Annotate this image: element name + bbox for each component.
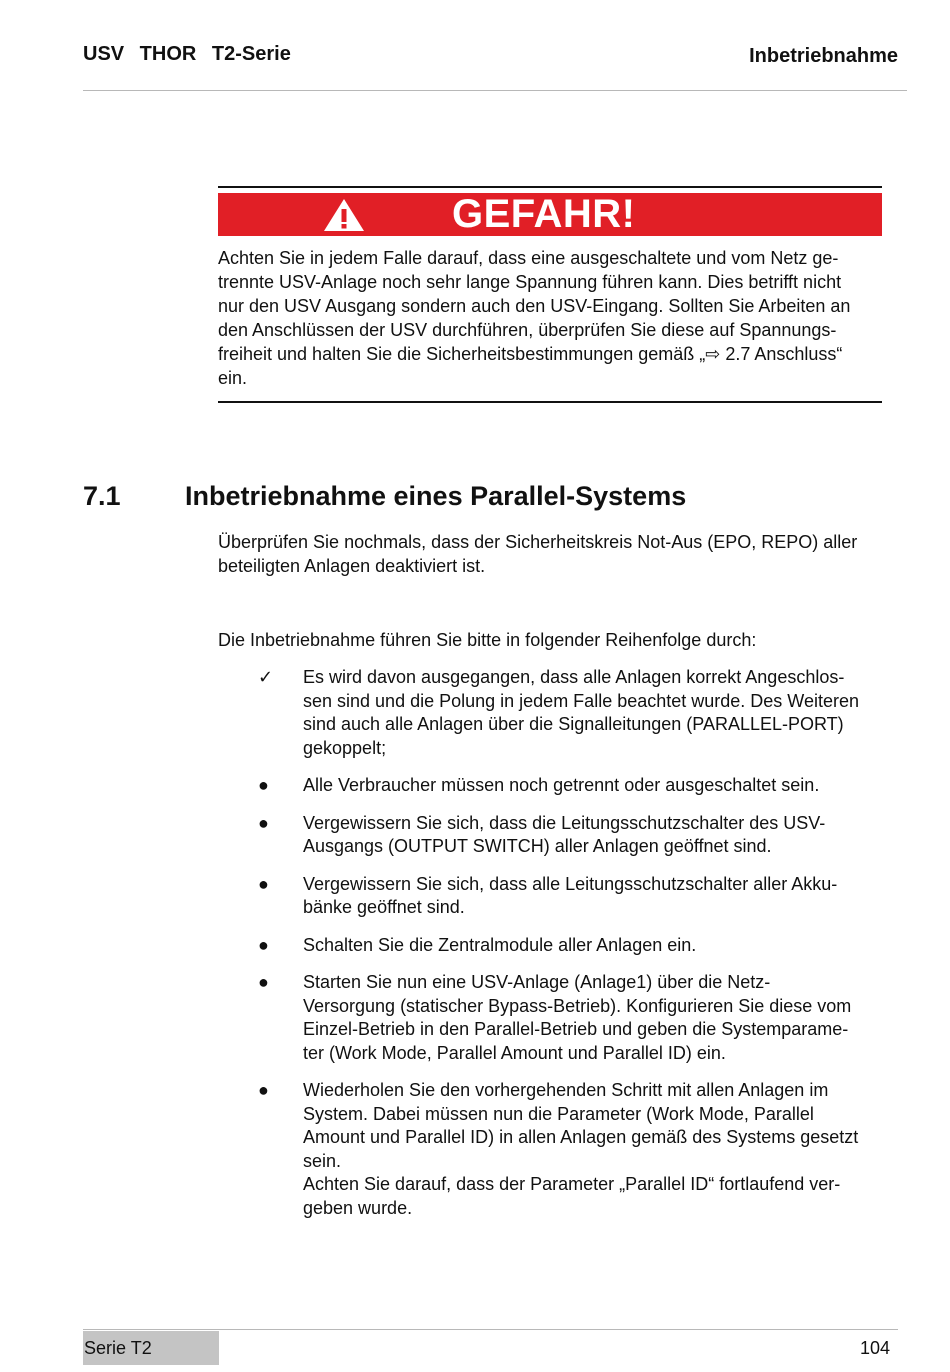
list-item-line: sen sind und die Polung in jedem Falle beachtet wurde. Des Weiteren [303, 690, 859, 711]
list-item-line: Vergewissern Sie sich, dass die Leitungsschutzschalter des USV- [303, 812, 826, 833]
warning-top-rule [218, 186, 882, 188]
warning-bottom-rule [218, 401, 882, 403]
list-item-line: gekoppelt; [303, 737, 387, 758]
footer-series-label: Serie T2 [83, 1331, 219, 1365]
bullet-icon: ● [258, 775, 269, 795]
warning-text-line: freiheit und halten Sie die Sicherheitsbestimmungen gemäß „⇨ 2.7 Anschluss“ [218, 344, 843, 364]
intro-line: beteiligten Anlagen deaktiviert ist. [218, 556, 486, 576]
list-item-line: Ausgangs (OUTPUT SWITCH) aller Anlagen geöffnet sind. [303, 836, 772, 856]
list-item [218, 934, 898, 958]
list-item-line: geben wurde. [303, 1197, 413, 1218]
footer-page-number: 104 [859, 1338, 890, 1358]
warning-text-line: trennte USV-Anlage noch sehr lange Spannung führen kann. Dies betrifft nicht [218, 272, 842, 292]
list-item-line: bänke geöffnet sind. [303, 897, 465, 917]
list-item-line: Einzel-Betrieb in den Parallel-Betrieb und geben die Systemparame- [303, 1019, 849, 1039]
list-item [218, 774, 898, 798]
list-item-line: ter (Work Mode, Parallel Amount und Parallel ID) ein. [303, 1042, 726, 1063]
list-item [218, 873, 898, 920]
bullet-icon: ● [258, 972, 269, 992]
bullet-icon: ● [258, 1080, 269, 1100]
warning-text-line: nur den USV Ausgang sondern auch den USV-Eingang. Sollten Sie Arbeiten an [218, 296, 851, 316]
warning-text-line: ein. [218, 368, 248, 388]
warning-text-line: Achten Sie in jedem Falle darauf, dass eine ausgeschaltete und vom Netz ge- [218, 248, 839, 268]
list-item-line: Wiederholen Sie den vorhergehenden Schritt mit allen Anlagen im [303, 1080, 829, 1100]
warning-triangle-icon [322, 197, 366, 233]
lead-line: Die Inbetriebnahme führen Sie bitte in folgender Reihenfolge durch: [218, 630, 757, 650]
section-intro [218, 530, 898, 578]
list-item-line: Amount und Parallel ID) in allen Anlagen gemäß des Systems gesetzt [303, 1127, 859, 1147]
bullet-icon: ● [258, 934, 269, 955]
list-item [218, 1079, 898, 1220]
warning-text-line: den Anschlüssen der USV durchführen, überprüfen Sie diese auf Spannungs- [218, 320, 837, 340]
procedure-list [218, 666, 898, 1234]
warning-text [218, 246, 893, 390]
section-title: Inbetriebnahme eines Parallel-Systems [185, 481, 687, 511]
list-item-line: Starten Sie nun eine USV-Anlage (Anlage1) über die Netz- [303, 972, 771, 992]
header-title-right: Inbetriebnahme [749, 45, 898, 67]
warning-title: GEFAHR! [452, 192, 636, 236]
list-item [218, 666, 898, 760]
list-item-line: Schalten Sie die Zentralmodule aller Anlagen ein. [303, 934, 697, 955]
list-item-line: Es wird davon ausgegangen, dass alle Anlagen korrekt Angeschlos- [303, 667, 845, 687]
list-item-line: System. Dabei müssen nun die Parameter (Work Mode, Parallel [303, 1103, 814, 1124]
list-item-line: Alle Verbraucher müssen noch getrennt oder ausgeschaltet sein. [303, 775, 820, 795]
list-item-line: sind auch alle Anlagen über die Signalleitungen (PARALLEL-PORT) [303, 714, 844, 734]
list-item-line: Versorgung (statischer Bypass-Betrieb). Konfigurieren Sie diese vom [303, 995, 852, 1016]
header-title-left: USV THOR T2-Serie [83, 43, 291, 65]
checkmark-icon: ✓ [258, 667, 274, 687]
section-lead [218, 628, 898, 652]
bullet-icon: ● [258, 812, 269, 833]
list-item-line: Achten Sie darauf, dass der Parameter „Parallel ID“ fortlaufend ver- [303, 1174, 841, 1194]
list-item-line: sein. [303, 1150, 342, 1171]
intro-line: Überprüfen Sie nochmals, dass der Sicherheitskreis Not-Aus (EPO, REPO) aller [218, 532, 858, 552]
header-divider [83, 90, 907, 91]
section-number: 7.1 [83, 481, 121, 511]
list-item-line: Vergewissern Sie sich, dass alle Leitungsschutzschalter aller Akku- [303, 873, 838, 894]
bullet-icon: ● [258, 873, 269, 894]
list-item [218, 812, 898, 859]
footer-divider [83, 1329, 898, 1330]
list-item [218, 971, 898, 1065]
